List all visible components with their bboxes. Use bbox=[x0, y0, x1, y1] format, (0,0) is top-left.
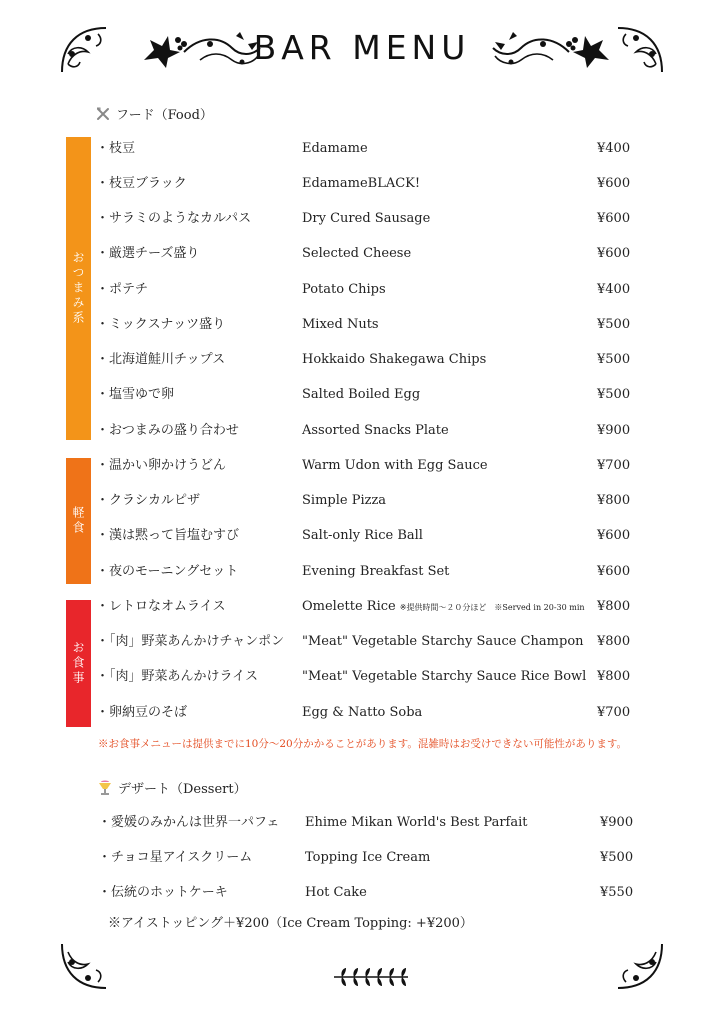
item-name-jp: ・愛媛のみかんは世界一パフェ bbox=[98, 815, 280, 830]
item-price: ¥600 bbox=[597, 176, 631, 191]
item-name-en: Ehime Mikan World's Best Parfait bbox=[305, 815, 528, 830]
item-price: ¥800 bbox=[597, 669, 631, 684]
food-section-label: フード（Food） bbox=[116, 108, 213, 123]
dessert-section-label: デザート（Dessert） bbox=[118, 782, 247, 797]
item-name-en: Selected Cheese bbox=[302, 246, 412, 261]
item-name-jp: ・サラミのようなカルパス bbox=[96, 211, 252, 226]
dessert-item-row bbox=[0, 875, 724, 910]
item-name-jp: ・伝統のホットケーキ bbox=[98, 885, 228, 900]
dessert-item-row bbox=[0, 840, 724, 875]
dessert-section-heading bbox=[98, 778, 247, 797]
item-name-en: Simple Pizza bbox=[302, 493, 387, 508]
menu-item-row bbox=[0, 131, 724, 166]
item-name-jp: ・レトロなオムライス bbox=[96, 599, 226, 614]
item-name-jp: ・クラシカルピザ bbox=[96, 493, 201, 508]
item-price: ¥800 bbox=[597, 493, 631, 508]
item-price: ¥500 bbox=[600, 850, 634, 865]
item-name-jp: ・チョコ星アイスクリーム bbox=[98, 850, 253, 865]
item-price: ¥800 bbox=[597, 599, 631, 614]
item-name-en: Salted Boiled Egg bbox=[302, 387, 421, 402]
item-price: ¥700 bbox=[597, 458, 631, 473]
menu-item-row bbox=[0, 483, 724, 518]
item-price: ¥600 bbox=[597, 211, 631, 226]
item-price: ¥550 bbox=[600, 885, 634, 900]
item-name-en: Edamame bbox=[302, 141, 368, 156]
item-name-en: "Meat" Vegetable Starchy Sauce Champon bbox=[302, 634, 584, 649]
corner-flourish-bottom-left bbox=[58, 940, 110, 992]
item-price: ¥400 bbox=[597, 282, 631, 297]
item-name-jp: ・夜のモーニングセット bbox=[96, 564, 239, 579]
menu-item-row bbox=[0, 166, 724, 201]
menu-title: BAR MENU bbox=[253, 28, 471, 67]
menu-item-row bbox=[0, 236, 724, 271]
item-price: ¥400 bbox=[597, 141, 631, 156]
category-label-snacks: おつまみ系 bbox=[71, 251, 85, 326]
meal-wait-notice: ※お食事メニューは提供までに10分～20分かかることがあります。混雑時はお受けできない可能性があります。 bbox=[98, 738, 628, 750]
ice-cream-topping-note: ※アイストッピング＋¥200（Ice Cream Topping: +¥200） bbox=[108, 916, 473, 931]
menu-item-row bbox=[0, 413, 724, 448]
item-price: ¥600 bbox=[597, 564, 631, 579]
item-serving-note: ※提供時間～２０分ほど ※Served in 20-30 min bbox=[399, 603, 585, 612]
parfait-icon bbox=[98, 780, 112, 796]
item-name-en: "Meat" Vegetable Starchy Sauce Rice Bowl bbox=[302, 669, 587, 684]
corner-flourish-bottom-right bbox=[614, 940, 666, 992]
menu-item-row bbox=[0, 272, 724, 307]
item-name-en: Topping Ice Cream bbox=[305, 850, 431, 865]
item-price: ¥900 bbox=[597, 423, 631, 438]
item-price: ¥700 bbox=[597, 705, 631, 720]
item-price: ¥500 bbox=[597, 387, 631, 402]
item-name-jp: ・ポテチ bbox=[96, 282, 149, 297]
menu-item-row bbox=[0, 518, 724, 553]
dessert-item-row bbox=[0, 805, 724, 840]
fork-knife-icon bbox=[96, 107, 110, 121]
item-name-jp: ・枝豆 bbox=[96, 141, 136, 156]
item-name-en: EdamameBLACK! bbox=[302, 176, 421, 191]
item-name-jp: ・「肉」野菜あんかけチャンポン bbox=[96, 634, 285, 649]
category-label-light-meals: 軽食 bbox=[71, 506, 85, 536]
item-price: ¥500 bbox=[597, 352, 631, 367]
menu-item-row bbox=[0, 448, 724, 483]
menu-item-row bbox=[0, 659, 724, 694]
item-name-en: Dry Cured Sausage bbox=[302, 211, 431, 226]
item-name-jp: ・おつまみの盛り合わせ bbox=[96, 423, 239, 438]
item-name-en: Potato Chips bbox=[302, 282, 386, 297]
item-name-jp: ・「肉」野菜あんかけライス bbox=[96, 669, 258, 684]
item-price: ¥900 bbox=[600, 815, 634, 830]
item-name-en: Mixed Nuts bbox=[302, 317, 379, 332]
item-name-jp: ・塩雪ゆで卵 bbox=[96, 387, 175, 402]
item-name-en-text: Omelette Rice bbox=[302, 599, 396, 614]
item-name-jp: ・卵納豆のそば bbox=[96, 705, 188, 720]
item-price: ¥800 bbox=[597, 634, 631, 649]
item-name-en: Salt-only Rice Ball bbox=[302, 528, 423, 543]
item-name-en: Egg & Natto Soba bbox=[302, 705, 423, 720]
item-price: ¥600 bbox=[597, 246, 631, 261]
menu-item-row bbox=[0, 377, 724, 412]
item-name-en: Hokkaido Shakegawa Chips bbox=[302, 352, 487, 367]
item-name-jp: ・厳選チーズ盛り bbox=[96, 246, 200, 261]
item-name-en bbox=[302, 589, 585, 625]
menu-item-row bbox=[0, 624, 724, 659]
menu-item-row bbox=[0, 307, 724, 342]
item-name-en: Hot Cake bbox=[305, 885, 367, 900]
item-price: ¥500 bbox=[597, 317, 631, 332]
item-name-jp: ・温かい卵かけうどん bbox=[96, 458, 227, 473]
item-name-en: Warm Udon with Egg Sauce bbox=[302, 458, 488, 473]
menu-item-row bbox=[0, 342, 724, 377]
menu-item-row bbox=[0, 554, 724, 589]
item-name-jp: ・枝豆ブラック bbox=[96, 176, 187, 191]
item-name-jp: ・漢は黙って旨塩むすび bbox=[96, 528, 240, 543]
menu-item-row bbox=[0, 589, 724, 624]
food-section-heading bbox=[96, 104, 213, 123]
item-name-en: Assorted Snacks Plate bbox=[302, 423, 449, 438]
menu-item-row bbox=[0, 695, 724, 730]
item-name-jp: ・北海道鮭川チップス bbox=[96, 352, 226, 367]
category-label-meals: お食事 bbox=[71, 641, 85, 686]
item-name-en: Evening Breakfast Set bbox=[302, 564, 450, 579]
item-name-jp: ・ミックスナッツ盛り bbox=[96, 317, 226, 332]
laurel-divider-icon bbox=[330, 966, 412, 988]
menu-item-row bbox=[0, 201, 724, 236]
item-price: ¥600 bbox=[597, 528, 631, 543]
